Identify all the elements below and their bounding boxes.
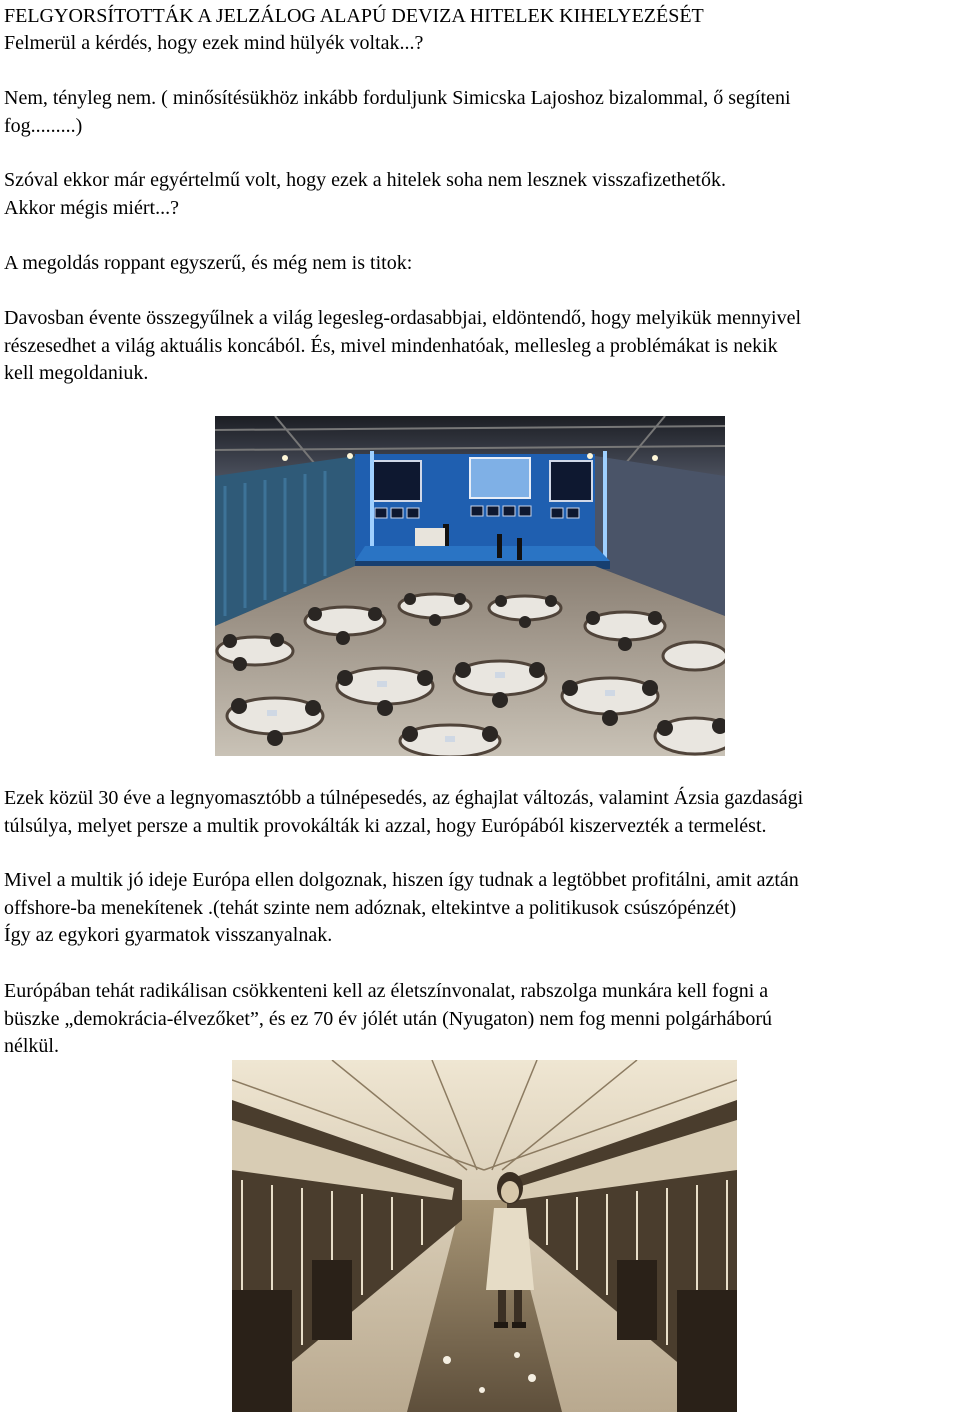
paragraph-4: Davosban évente összegyűlnek a világ legesleg-ordasabbjai, eldöntendő, hogy melyikük mennyivel részesedhet a világ aktuális koncából. És, mivel mindenhatóak, mellesleg a problémákat is nekik kell megoldaniuk. [4,307,802,384]
conference-photo [215,416,725,756]
factory-photo-art [232,1060,737,1412]
conference-photo-art [215,416,725,756]
factory-photo [232,1060,737,1412]
paragraph-5: Ezek közül 30 éve a legnyomasztóbb a túlnépesedés, az éghajlat változás, valamint Ázsia gazdasági túlsúlya, melyet persze a multik provokálták ki azzal, hogy Európából kiszervezték a termelést. [4,787,804,837]
paragraph-2: Szóval ekkor már egyértelmű volt, hogy ezek a hitelek soha nem lesznek visszafizethetők. Akkor mégis miért...? [4,169,726,219]
paragraph-3: A megoldás roppant egyszerű, és még nem is titok: [4,252,413,274]
document-title: FELGYORSÍTOTTÁK A JELZÁLOG ALAPÚ DEVIZA HITELEK KIHELYEZÉSÉT [4,5,704,27]
intro-line: Felmerül a kérdés, hogy ezek mind hülyék voltak...? [4,32,424,54]
paragraph-6: Mivel a multik jó ideje Európa ellen dolgoznak, hiszen így tudnak a legtöbbet profitálni, amit aztán offshore-ba menekítenek .(tehát szinte nem adóznak, eltekintve a politikusok csúszópénzét) Így az egykori gyarmatok visszanyalnak. [4,869,799,946]
paragraph-1: Nem, tényleg nem. ( minősítésükhöz inkább forduljunk Simicska Lajoshoz bizalommal, ő segíteni fog.........) [4,87,791,137]
paragraph-7: Európában tehát radikálisan csökkenteni kell az életszínvonalat, rabszolga munkára kell fogni a büszke „demokrácia-élvezőket”, és ez 70 év jólét után (Nyugaton) nem fog menni polgárháború nélkül. [4,980,773,1057]
